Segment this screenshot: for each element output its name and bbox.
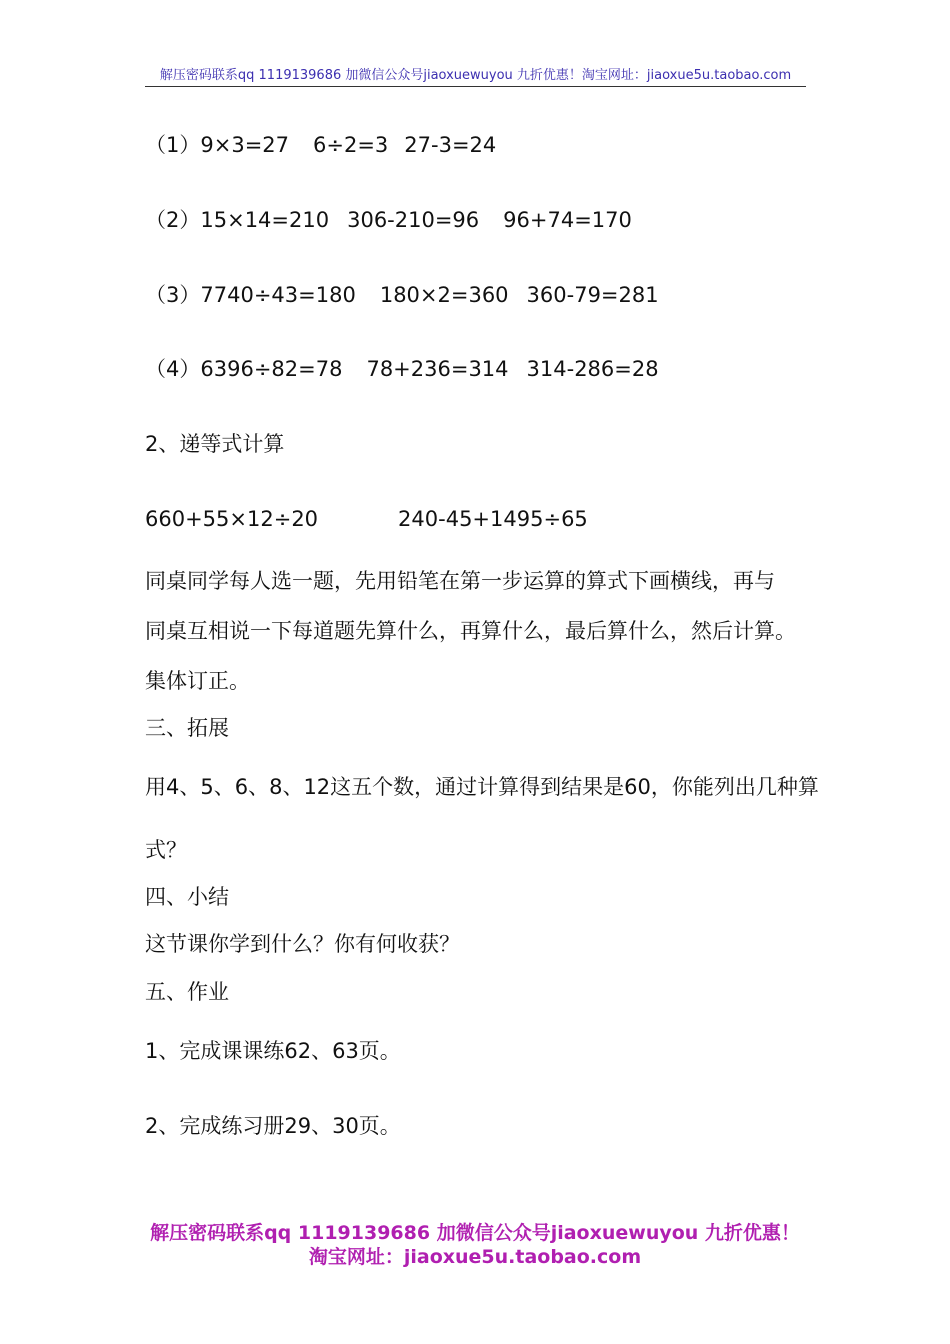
equation-part: 6÷2=3 (313, 133, 389, 157)
instruction-paragraph (145, 556, 810, 706)
equation-row-3 (145, 282, 659, 308)
summary-text: 这节课你学到什么？你有何收获？ (145, 932, 460, 956)
equation-label: （2） (145, 208, 201, 232)
equation-row-1 (145, 132, 496, 158)
equation-part: 27-3=24 (404, 133, 497, 157)
equation-part: 6396÷82=78 (200, 357, 343, 381)
instruction-line: 集体订正。 (145, 669, 250, 693)
equation-part: 306-210=96 (347, 208, 480, 232)
section-3-title: 三、拓展 (145, 716, 229, 740)
expression-2: 240-45+1495÷65 (398, 507, 588, 531)
equation-label: （1） (145, 133, 201, 157)
section-4-title: 四、小结 (145, 885, 229, 909)
homework-item-2: 2、完成练习册29、30页。 (145, 1114, 401, 1138)
extension-text-line-1: 用4、5、6、8、12这五个数，通过计算得到结果是60，你能列出几种算 (145, 775, 819, 799)
instruction-line: 同桌互相说一下每道题先算什么，再算什么，最后算什么，然后计算。 (145, 619, 796, 643)
footer-notice-line-1: 解压密码联系qq 1119139686 加微信公众号jiaoxuewuyou 九折优惠！ (150, 1222, 800, 1244)
equation-row-4 (145, 356, 659, 382)
instruction-line: 同桌同学每人选一题，先用铅笔在第一步运算的算式下画横线，再与 (145, 569, 775, 593)
section-5-title: 五、作业 (145, 980, 229, 1004)
equation-part: 96+74=170 (503, 208, 632, 232)
page-header-notice: 解压密码联系qq 1119139686 加微信公众号jiaoxuewuyou 九折优惠！淘宝网址：jiaoxue5u.taobao.com (145, 64, 806, 87)
footer-notice-line-2: 淘宝网址：jiaoxue5u.taobao.com (308, 1246, 642, 1268)
equation-part: 15×14=210 (200, 208, 330, 232)
equation-label: （3） (145, 283, 201, 307)
expression-1: 660+55×12÷20 (145, 507, 319, 531)
equation-part: 78+236=314 (366, 357, 509, 381)
equation-part: 314-286=28 (526, 357, 659, 381)
equation-part: 180×2=360 (379, 283, 509, 307)
equation-part: 7740÷43=180 (200, 283, 356, 307)
section-2-title: 2、递等式计算 (145, 432, 285, 456)
expression-row (145, 506, 588, 532)
equation-label: （4） (145, 357, 201, 381)
equation-row-2 (145, 207, 632, 233)
extension-text-line-2: 式？ (145, 838, 187, 862)
equation-part: 360-79=281 (526, 283, 659, 307)
homework-item-1: 1、完成课课练62、63页。 (145, 1039, 401, 1063)
equation-part: 9×3=27 (200, 133, 290, 157)
